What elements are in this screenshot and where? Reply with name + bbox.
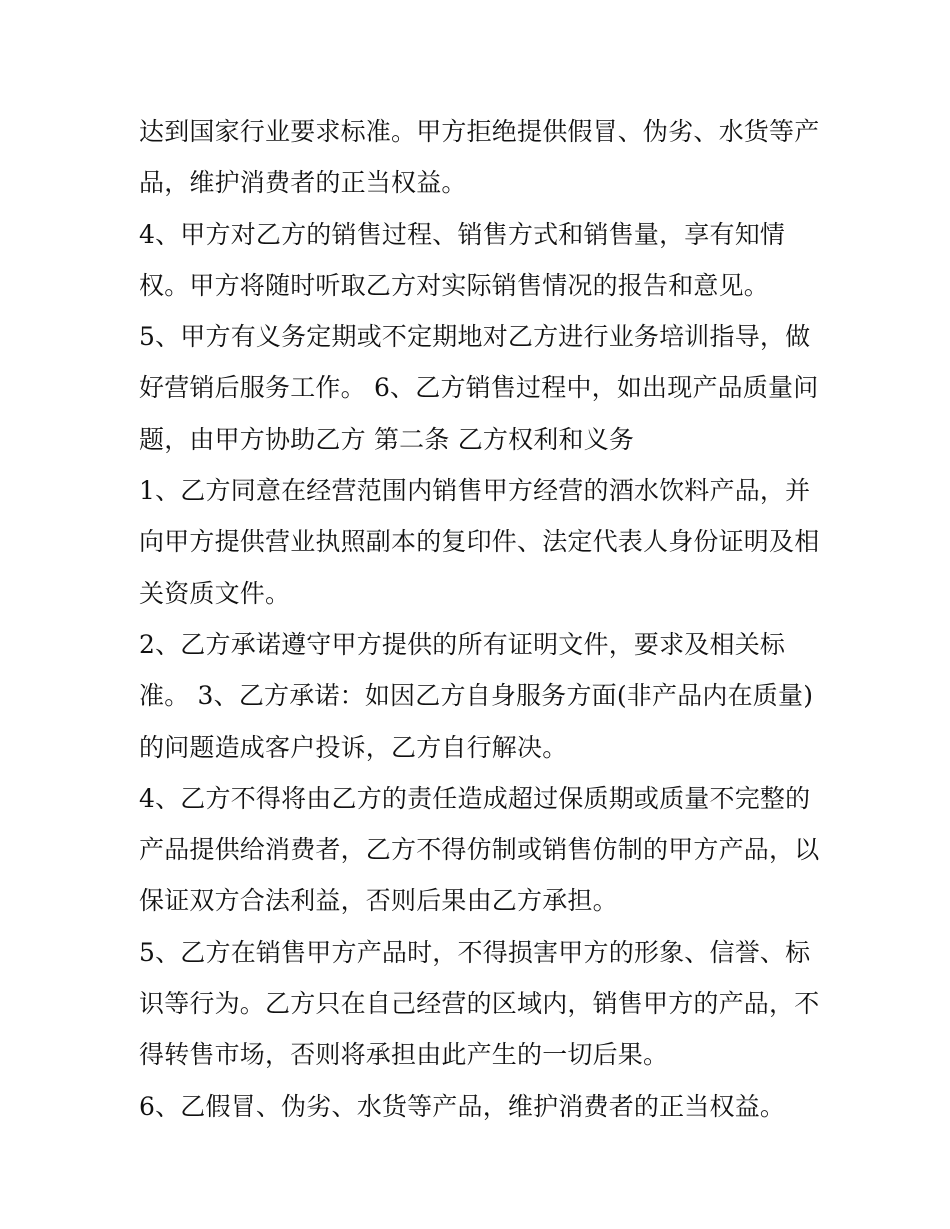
text-line: 6、乙假冒、伪劣、水货等产品，维护消费者的正当权益。: [139, 1091, 786, 1121]
text-line: 得转售市场，否则将承担由此产生的一切后果。: [139, 1040, 669, 1070]
text-line: 5、乙方在销售甲方产品时，不得损害甲方的形象、信誉、标: [139, 937, 811, 967]
text-line: 4、乙方不得将由乙方的责任造成超过保质期或质量不完整的: [139, 783, 811, 813]
text-line: 产品提供给消费者，乙方不得仿制或销售仿制的甲方产品，以: [139, 835, 820, 865]
text-line: 5、甲方有义务定期或不定期地对乙方进行业务培训指导，做: [139, 322, 811, 352]
text-line: 4、甲方对乙方的销售过程、销售方式和销售量，享有知情: [139, 219, 786, 249]
text-line: 的问题造成客户投诉，乙方自行解决。: [139, 732, 568, 762]
text-line: 准。 3、乙方承诺：如因乙方自身服务方面(非产品内在质量): [139, 681, 814, 711]
text-line: 好营销后服务工作。 6、乙方销售过程中，如出现产品质量问: [139, 373, 819, 403]
text-line: 权。甲方将随时听取乙方对实际销售情况的报告和意见。: [139, 270, 770, 300]
contract-text: [139, 106, 819, 1132]
text-line: 关资质文件。: [139, 578, 291, 608]
text-line: 品，维护消费者的正当权益。: [139, 168, 467, 198]
text-line: 保证双方合法利益，否则后果由乙方承担。: [139, 886, 618, 916]
text-line: 向甲方提供营业执照副本的复印件、法定代表人身份证明及相: [139, 527, 820, 557]
text-line: 识等行为。乙方只在自己经营的区域内，销售甲方的产品，不: [139, 989, 820, 1019]
text-line: 2、乙方承诺遵守甲方提供的所有证明文件，要求及相关标: [139, 629, 786, 659]
text-line: 题，由甲方协助乙方 第二条 乙方权利和义务: [139, 424, 635, 454]
text-line: 1、乙方同意在经营范围内销售甲方经营的酒水饮料产品，并: [139, 476, 811, 506]
text-line: 达到国家行业要求标准。甲方拒绝提供假冒、伪劣、水货等产: [139, 117, 820, 146]
